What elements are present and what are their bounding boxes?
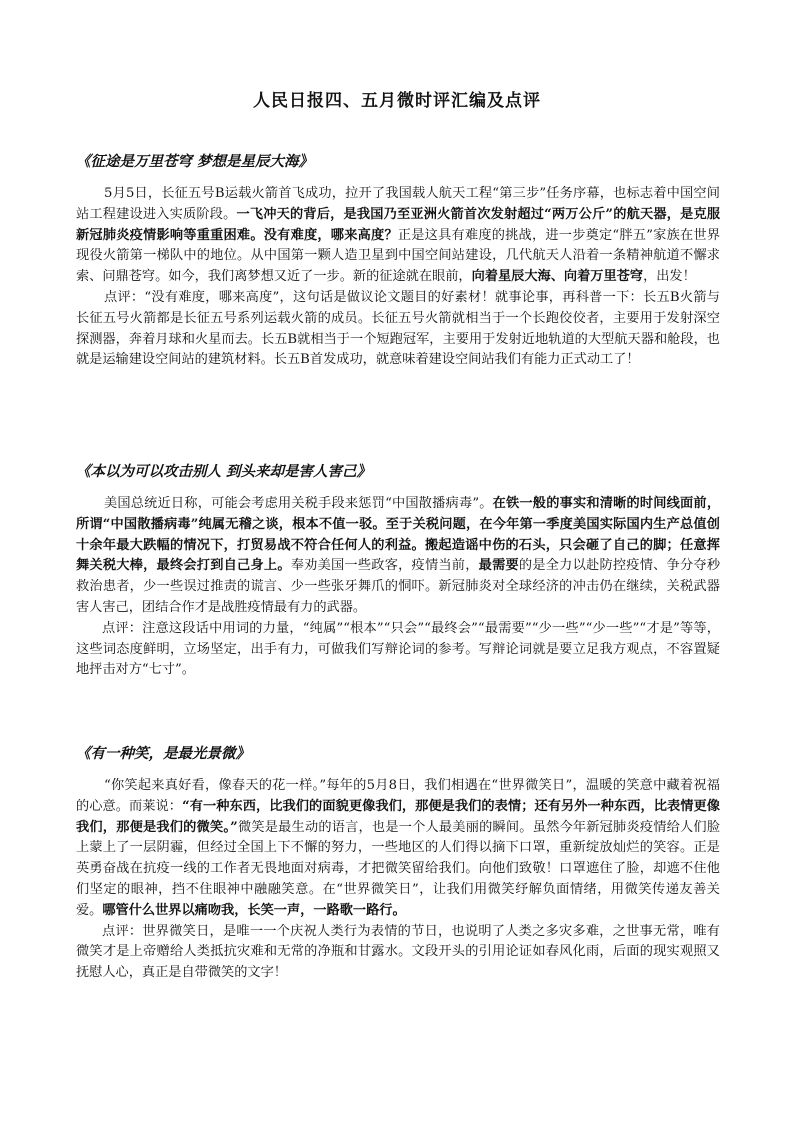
text-run: 5月5日，长征五号B运载火箭首飞成功，拉开了我国载人航天工程“第三步”任务序幕，也标志着中国空间站工程建设进入实质阶段。 [76, 186, 720, 222]
section-3-paragraph [76, 776, 720, 922]
section-2-comment: 点评：注意这段话中用词的力量，“纯属”“根本”“只会”“最终会”“最需要”“少一些”“少一些”“才是”等等，这些词态度鲜明，立场坚定，出手有力，可做我们写辩论词的参考。写辩论词就是要立足我方观点，不容置疑地抨击对方“七寸”。 [76, 620, 720, 678]
section-body-2 [76, 494, 720, 681]
text-run: 正是这具有难度的挑战，进一步奠定“胖五”家族在世界现役火箭第一梯队中的地位。从中国第一颗人造卫星到中国空间站建设，几代航天人沿着一条精神航道不懈求索、问鼎苍穹。如今，我们离梦想又近了一步。新的征途就在眼前， [76, 227, 721, 285]
bold-text-run: “有一种东西，比我们的面貌更像我们，那便是我们的表情；还有另外一种东西，比表情更像我们，那便是我们的微笑。” [76, 798, 720, 835]
section-body-3 [76, 776, 720, 984]
bold-text-run: 一飞冲天的背后，是我国乃至亚洲火箭首次发射超过“两万公斤”的航天器，是克服新冠肺炎疫情影响等重重困难。没有难度，哪来高度？ [76, 206, 721, 243]
section-1-paragraph [76, 184, 720, 288]
text-run: “你笑起来真好看，像春天的花一样。”每年的5月8日，我们相遇在“世界微笑日”，温暖的笑意中藏着祝福的心意。而莱说： [76, 778, 720, 814]
section-body-1 [76, 184, 720, 371]
section-3-comment: 点评：世界微笑日，是唯一一个庆祝人类行为表情的节日，也说明了人类之多灾多难，之世事无常，唯有微笑才是上帝赠给人类抵抗灾难和无常的净瓶和甘露水。文段开头的引用论证如春风化雨，后面的现实观照又抚慰人心，真正是自带微笑的文字！ [76, 923, 720, 981]
bold-text-run: 最需要 [478, 558, 519, 574]
bold-text-run: 哪管什么世界以痛吻我，长笑一声，一路歌一路行。 [102, 902, 406, 918]
section-title-2: 《本以为可以攻击别人 到头来却是害人害己》 [76, 463, 372, 480]
text-run: 微笑是最生动的语言，也是一个人最美丽的瞬间。虽然今年新冠肺炎疫情给人们脸上蒙上了一层阴霾，但经过全国上下不懈的努力，一些地区的人们得以摘下口罩，重新绽放灿烂的笑容。正是英勇奋战在抗疫一线的工作者无畏地面对病毒，才把微笑留给我们。向他们致敬！口罩遮住了脸，却遮不住他们坚定的眼神，挡不住眼神中融融笑意。在“世界微笑日”，让我们用微笑纾解负面情绪，用微笑传递友善关爱。 [76, 819, 721, 918]
bold-text-run: 向着星辰大海、向着万里苍穹 [471, 269, 644, 285]
document-title: 人民日报四、五月微时评汇编及点评 [253, 91, 541, 111]
text-run: 的是全力以赴防控疫情、争分夺秒救治患者，少一些误过推责的谎言、少一些张牙舞爪的恫吓。新冠肺炎对全球经济的冲击仍在继续，关税武器害人害己，团结合作才是战胜疫情最有力的武器。 [76, 558, 721, 615]
bold-text-run: 在铁一般的事实和清晰的时间线面前，所谓“中国散播病毒”纯属无稽之谈，根本不值一驳。至于关税问题，在今年第一季度美国实际国内生产总值创十余年最大跌幅的情况下，打贸易战不符合任何人的利益。搬起造谣中伤的石头，只会砸了自己的脚；任意挥舞关税大棒，最终会打到自己身上。 [76, 496, 721, 574]
text-run: ，出发！ [643, 269, 696, 285]
section-2-paragraph [76, 494, 720, 619]
section-title-3: 《有一种笑，是最光景微》 [76, 745, 250, 762]
text-run: 奉劝美国一些政客，疫情当前， [290, 558, 479, 574]
section-1-comment: 点评：“没有难度，哪来高度”，这句话是做议论文题目的好素材！就事论事，再科普一下：长五B火箭与长征五号火箭都是长征五号系列运载火箭的成员。长征五号火箭就相当于一个长跑佼佼者，主要用于发射深空探测器，奔着月球和火星而去。长五B就相当于一个短跑冠军，主要用于发射近地轨道的大型航天器和舱段，也就是运输建设空间站的建筑材料。长五B首发成功，就意味着建设空间站我们有能力正式动工了！ [76, 289, 720, 368]
section-title-1: 《征途是万里苍穹 梦想是星辰大海》 [76, 153, 314, 170]
text-run: 美国总统近日称，可能会考虑用关税手段来惩罚“中国散播病毒”。 [104, 496, 493, 511]
